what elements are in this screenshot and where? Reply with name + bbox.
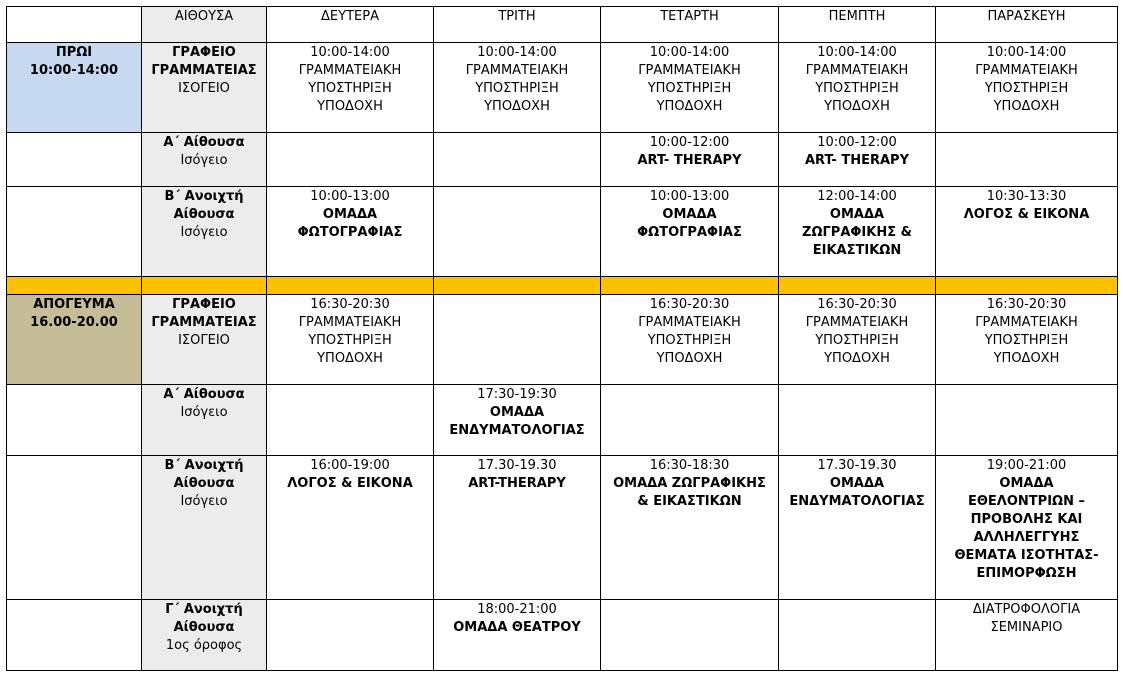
activity-text: ΥΠΟΣΤΗΡΙΞΗ — [647, 333, 732, 348]
schedule-cell-wednesday — [601, 43, 779, 133]
schedule-cell-monday — [267, 385, 434, 456]
schedule-cell-wednesday — [601, 133, 779, 187]
activity-text: ΥΠΟΣΤΗΡΙΞΗ — [647, 81, 732, 96]
activity-title: ΟΜΑΔΑ — [662, 207, 717, 222]
schedule-row — [7, 600, 1118, 671]
activity-title: ΕΘΕΛΟΝΤΡΙΩΝ – — [968, 494, 1085, 509]
activity-title: ΦΩΤΟΓΡΑΦΙΑΣ — [297, 225, 403, 240]
room-floor: Ισόγειο — [180, 225, 228, 240]
activity-time: 16:30-20:30 — [649, 297, 730, 312]
activity-time: 17:30-19:30 — [477, 387, 557, 402]
room-name: ΓΡΑΜΜΑΤΕΙΑΣ — [151, 315, 257, 330]
schedule-cell-wednesday — [601, 187, 779, 277]
activity-time: 10:00-14:00 — [817, 45, 897, 60]
activity-time: 16:30-20:30 — [310, 297, 390, 312]
room-name: ΓΡΑΜΜΑΤΕΙΑΣ — [151, 63, 257, 78]
activity-text: ΥΠΟΔΟΧΗ — [656, 99, 723, 114]
activity-time: 18:00-21:00 — [477, 602, 557, 617]
schedule-cell-thursday — [779, 187, 936, 277]
schedule-cell-friday — [936, 385, 1118, 456]
activity-text: ΥΠΟΣΤΗΡΙΞΗ — [815, 81, 899, 96]
period-empty-cell — [7, 456, 142, 600]
corner-cell — [7, 7, 142, 43]
day-header-thursday: ΠΕΜΠΤΗ — [779, 7, 936, 43]
period-empty-cell — [7, 187, 142, 277]
schedule-cell-tuesday — [434, 295, 601, 385]
activity-text: ΓΡΑΜΜΑΤΕΙΑΚΗ — [465, 63, 569, 78]
activity-title: ΖΩΓΡΑΦΙΚΗΣ & — [802, 225, 912, 240]
schedule-row — [7, 133, 1118, 187]
activity-text: ΓΡΑΜΜΑΤΕΙΑΚΗ — [805, 315, 909, 330]
section-separator — [7, 277, 1118, 295]
activity-text: ΣΕΜΙΝΑΡΙΟ — [990, 620, 1063, 635]
activity-title: ΕΙΚΑΣΤΙΚΩΝ — [812, 243, 902, 258]
period-empty-cell — [7, 133, 142, 187]
activity-text: ΥΠΟΣΤΗΡΙΞΗ — [984, 333, 1069, 348]
room-name: Β΄ Ανοιχτή — [164, 189, 244, 204]
activity-time: 16:30-20:30 — [986, 297, 1067, 312]
schedule-cell-wednesday — [601, 295, 779, 385]
day-header-monday: ΔΕΥΤΕΡΑ — [267, 7, 434, 43]
room-floor: Ισόγειο — [180, 405, 228, 420]
activity-time: 10:00-14:00 — [310, 45, 390, 60]
activity-time: 17.30-19.30 — [477, 458, 557, 473]
activity-title: ΛΟΓΟΣ & ΕΙΚΟΝΑ — [963, 207, 1090, 222]
activity-time: 19:00-21:00 — [986, 458, 1067, 473]
activity-time: 16:30-20:30 — [817, 297, 897, 312]
activity-text: ΓΡΑΜΜΑΤΕΙΑΚΗ — [638, 63, 741, 78]
schedule-cell-monday — [267, 43, 434, 133]
activity-time: 10:00-13:00 — [310, 189, 390, 204]
day-header-tuesday: ΤΡΙΤΗ — [434, 7, 601, 43]
activity-time: 10:00-14:00 — [477, 45, 557, 60]
activity-title: ΦΩΤΟΓΡΑΦΙΑΣ — [637, 225, 742, 240]
schedule-cell-wednesday — [601, 385, 779, 456]
schedule-cell-monday — [267, 187, 434, 277]
activity-time: 10:00-14:00 — [649, 45, 730, 60]
activity-text: ΥΠΟΔΟΧΗ — [317, 99, 383, 114]
activity-text: ΓΡΑΜΜΑΤΕΙΑΚΗ — [805, 63, 909, 78]
schedule-cell-friday — [936, 187, 1118, 277]
room-floor: Ισόγειο — [180, 494, 228, 509]
activity-title: ΟΜΑΔΑ — [829, 476, 885, 491]
activity-text: ΥΠΟΔΟΧΗ — [993, 99, 1060, 114]
activity-title: ΑΠΟΓΕΥΜΑ — [33, 297, 115, 312]
afternoon-section — [7, 295, 1118, 671]
activity-text: ΥΠΟΔΟΧΗ — [484, 99, 550, 114]
schedule-row — [7, 295, 1118, 385]
activity-title: ΟΜΑΔΑ ΖΩΓΡΑΦΙΚΗΣ — [613, 476, 766, 491]
room-floor: 1ος όροφος — [165, 638, 243, 653]
activity-text: ΥΠΟΣΤΗΡΙΞΗ — [475, 81, 559, 96]
activity-title: ΟΜΑΔΑ — [322, 207, 378, 222]
activity-title: ΟΜΑΔΑ — [999, 476, 1054, 491]
schedule-cell-friday — [936, 133, 1118, 187]
schedule-cell-tuesday — [434, 43, 601, 133]
schedule-cell-wednesday — [601, 600, 779, 671]
room-cell — [142, 187, 267, 277]
schedule-cell-monday — [267, 295, 434, 385]
schedule-cell-thursday — [779, 43, 936, 133]
room-floor: Ισόγειο — [180, 153, 228, 168]
activity-title: 10:00-14:00 — [29, 63, 119, 78]
room-cell — [142, 385, 267, 456]
activity-time: 17.30-19.30 — [817, 458, 897, 473]
schedule-row — [7, 385, 1118, 456]
room-name: Αίθουσα — [173, 476, 235, 491]
activity-text: ΓΡΑΜΜΑΤΕΙΑΚΗ — [298, 315, 402, 330]
activity-text: ΥΠΟΔΟΧΗ — [993, 351, 1060, 366]
activity-title: ΠΡΟΒΟΛΗΣ ΚΑΙ — [970, 512, 1083, 527]
room-name: Β΄ Ανοιχτή — [164, 458, 244, 473]
activity-title: ΕΝΔΥΜΑΤΟΛΟΓΙΑΣ — [789, 494, 925, 509]
activity-text: ΥΠΟΔΟΧΗ — [824, 99, 890, 114]
schedule-cell-monday — [267, 456, 434, 600]
schedule-cell-friday — [936, 295, 1118, 385]
room-cell — [142, 600, 267, 671]
activity-text: ΥΠΟΣΤΗΡΙΞΗ — [984, 81, 1069, 96]
activity-title: ΟΜΑΔΑ — [489, 405, 545, 420]
activity-title: ΕΠΙΜΟΡΦΩΣΗ — [976, 566, 1077, 581]
period-empty-cell — [7, 600, 142, 671]
schedule-cell-tuesday — [434, 456, 601, 600]
schedule-cell-thursday — [779, 133, 936, 187]
activity-text: ΥΠΟΣΤΗΡΙΞΗ — [308, 333, 392, 348]
schedule-cell-tuesday — [434, 385, 601, 456]
activity-text: ΓΡΑΜΜΑΤΕΙΑΚΗ — [975, 315, 1078, 330]
activity-text: ΓΡΑΜΜΑΤΕΙΑΚΗ — [298, 63, 402, 78]
morning-period-label — [7, 43, 142, 133]
activity-time: 10:00-12:00 — [649, 135, 730, 150]
room-name: Α΄ Αίθουσα — [163, 135, 245, 150]
activity-time: 16:30-18:30 — [649, 458, 730, 473]
period-empty-cell — [7, 385, 142, 456]
activity-title: ART- THERAPY — [804, 153, 909, 168]
activity-text: ΓΡΑΜΜΑΤΕΙΑΚΗ — [638, 315, 741, 330]
schedule-cell-tuesday — [434, 187, 601, 277]
activity-title: ΑΛΛΗΛΕΓΓΥΗΣ — [973, 530, 1080, 545]
activity-title: ΛΟΓΟΣ & ΕΙΚΟΝΑ — [287, 476, 413, 491]
room-name: ΓΡΑΦΕΙΟ — [172, 297, 236, 312]
activity-text: ΥΠΟΣΤΗΡΙΞΗ — [308, 81, 392, 96]
activity-title: 16.00-20.00 — [30, 315, 118, 330]
schedule-cell-friday — [936, 43, 1118, 133]
room-name: Αίθουσα — [173, 620, 235, 635]
activity-title: ΟΜΑΔΑ ΘΕΑΤΡΟΥ — [453, 620, 581, 635]
room-name: Γ΄ Ανοιχτή — [165, 602, 243, 617]
activity-title: & ΕΙΚΑΣΤΙΚΩΝ — [637, 494, 742, 509]
room-name: Αίθουσα — [173, 207, 235, 222]
activity-title: ART-THERAPY — [468, 476, 566, 491]
activity-text: ΥΠΟΣΤΗΡΙΞΗ — [815, 333, 899, 348]
schedule-cell-thursday — [779, 456, 936, 600]
activity-title: ΟΜΑΔΑ — [829, 207, 885, 222]
room-cell — [142, 43, 267, 133]
schedule-cell-tuesday — [434, 133, 601, 187]
day-header-wednesday: ΤΕΤΑΡΤΗ — [601, 7, 779, 43]
schedule-row — [7, 43, 1118, 133]
afternoon-period-label — [7, 295, 142, 385]
schedule-cell-tuesday — [434, 600, 601, 671]
schedule-cell-thursday — [779, 600, 936, 671]
schedule-cell-monday — [267, 600, 434, 671]
room-name: ΓΡΑΦΕΙΟ — [172, 45, 236, 60]
activity-text: ΥΠΟΔΟΧΗ — [317, 351, 383, 366]
activity-text: ΔΙΑΤΡΟΦΟΛΟΓΙΑ — [972, 602, 1081, 617]
room-floor: ΙΣΟΓΕΙΟ — [178, 81, 230, 96]
morning-section — [7, 43, 1118, 277]
header-row — [7, 7, 1118, 43]
schedule-row — [7, 456, 1118, 600]
activity-time: 16:00-19:00 — [310, 458, 390, 473]
room-name: Α΄ Αίθουσα — [163, 387, 245, 402]
activity-text: ΥΠΟΔΟΧΗ — [656, 351, 723, 366]
activity-title: ΠΡΩΙ — [55, 45, 93, 60]
room-floor: ΙΣΟΓΕΙΟ — [178, 333, 230, 348]
activity-time: 10:00-14:00 — [986, 45, 1067, 60]
room-cell — [142, 133, 267, 187]
day-header-friday: ΠΑΡΑΣΚΕΥΗ — [936, 7, 1118, 43]
weekly-schedule-table — [6, 6, 1118, 671]
activity-time: 10:00-13:00 — [649, 189, 730, 204]
schedule-cell-friday — [936, 600, 1118, 671]
activity-title: ΕΝΔΥΜΑΤΟΛΟΓΙΑΣ — [449, 423, 585, 438]
room-column-header: ΑΙΘΟΥΣΑ — [142, 7, 267, 43]
activity-title: ART- THERAPY — [637, 153, 742, 168]
room-cell — [142, 456, 267, 600]
schedule-cell-thursday — [779, 295, 936, 385]
activity-time: 10:30-13:30 — [986, 189, 1067, 204]
activity-time: 12:00-14:00 — [817, 189, 897, 204]
activity-text: ΓΡΑΜΜΑΤΕΙΑΚΗ — [975, 63, 1078, 78]
schedule-cell-monday — [267, 133, 434, 187]
schedule-cell-thursday — [779, 385, 936, 456]
schedule-row — [7, 187, 1118, 277]
activity-text: ΥΠΟΔΟΧΗ — [824, 351, 890, 366]
activity-time: 10:00-12:00 — [817, 135, 897, 150]
schedule-cell-wednesday — [601, 456, 779, 600]
activity-title: ΘΕΜΑΤΑ ΙΣΟΤΗΤΑΣ- — [954, 548, 1099, 563]
room-cell — [142, 295, 267, 385]
schedule-cell-friday — [936, 456, 1118, 600]
